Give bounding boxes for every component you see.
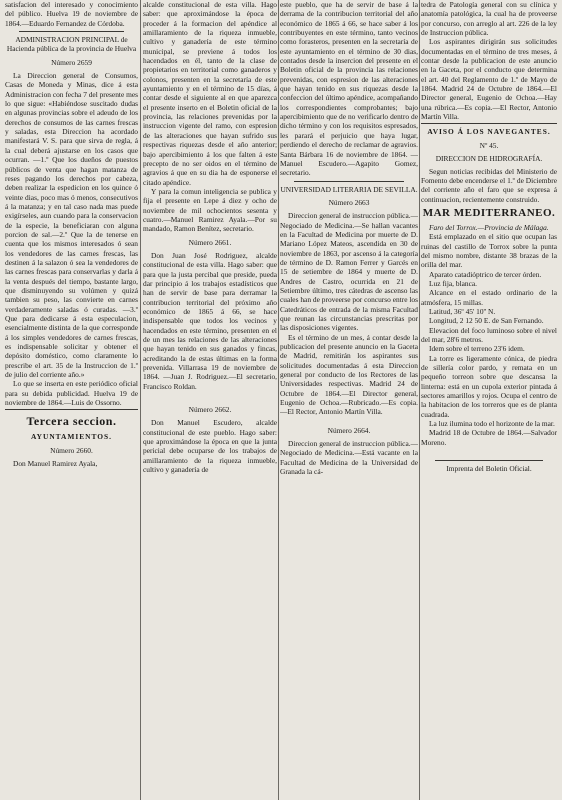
column-2 xyxy=(143,0,277,800)
paragraph: Y para la comun inteligencia se publica y fija el presente en Lepe á diez y ocho de noviembre de mil ochocientos sesenta y cuatro.—Manuel Ramirez Ayala.—Por su mandado, Ramon Benítez, secretario. xyxy=(143,186,277,234)
paragraph: La Direccion general de Consumos, Casas de Moneda y Minas, dice á esta Administracion con fecha 7 del presente mes lo que sigue: «Habiéndose suscitado dudas en algunas provincias sobre el adeudo de los derechos de consumos de las carnes frescas y saladas, esta Direccion ha acordado manifestará V. S. para que sirva de regla, á la cual deberá ajustarse en los casos que ocurran. —1.º Que los dueños de puestos públicos de venta que hagan matanza de reses pagando los derechos por cabeza, deben realizar la espedicion en los quince ó veinte dias, poco mas ó menos, consecutivos á la matanza; y en tal caso nada mas puede exigírseles, aun cuando para la conservacion de la especie, la beneficiaran con alguna porcion de sal.—2.º Que la de tenerse en cuenta que los mismos interesados ó sean los vendedores de las carnes frescas, las destinen á la salazon ó sea la vendedores de las carnes frescas para conservarlas y darla á la venta después del tiempo, bastante largo, que disminuyendo su volúmen y quizá tambien su peso, las convierte en carnes verdaderamente saladas ó curadas. —3.º Que para dedicarse á esta especulacion, esencialmente distinta de la que corresponde á los simples vendedores de carnes frescas, es indispensable solicitar y obtener el depósito doméstico, como claramente lo prescribe el art. 35 de la Instruccion de 1.º de julio del corriente año.» xyxy=(5,71,138,380)
divider xyxy=(19,31,124,32)
divider xyxy=(421,123,557,124)
section-subheading: DIRECCION DE HIDROGRAFÍA. xyxy=(435,154,543,164)
paragraph: este pueblo, que ha de servir de base á la derrama de la contribucion territorial del año económico de 1865 á 66, se hace saber á los contribuyentes en este término, tanto vecinos como forasteros, presenten en la secretaría de este ayuntamiento en el término de 30 dias, contados desde la insercion del presente en el Boletin oficial de la provincia las relaciones prevenidas, con espresion de las alteraciones que hayan tenido en sus riquezas desde la confeccion del último apéndice, acompañando los correspondientes comprobantes; bajo apercibimiento que de no verificarlo dentro de dicho término y con los requisitos espresados, les parará el perjuicio que haya lugar, perdiendo el derecho de reclamar de agravios. Santa Bárbara 16 de noviembre de 1864. —Manuel Escudero.—Agapito Gomez, secretario. xyxy=(280,0,418,178)
notice-number: Nº 45. xyxy=(479,140,499,150)
notice-number: Número 2662. xyxy=(188,405,232,415)
paragraph: La torre es ligeramente cónica, de piedra de sillería color pardo, y remata en un pequeño torreon sobre que descansa la linterna: está en un cupola exterior pintada á sectores amarillos y rojos. Ocupa el centro de la habitacion de los torreros que es de planta cuadrada. xyxy=(421,353,557,419)
notice-number: Número 2660. xyxy=(50,445,93,455)
paragraph: La luz ilumina todo el horizonte de la mar. xyxy=(429,419,555,429)
paragraph: Aparato catadióptrico de tercer órden. xyxy=(429,269,542,279)
section-title: Tercera seccion. xyxy=(26,414,117,429)
column-3 xyxy=(280,0,418,800)
paragraph: Segun noticias recibidas del Ministerio de Fomento debe encenderse el 1.º de Diciembre del corriente año el faro que se expresa á continuacion, recientemente construido. xyxy=(421,166,557,204)
column-rule xyxy=(278,0,279,800)
column-4 xyxy=(421,0,557,800)
divider xyxy=(435,460,543,461)
notice-number: Número 2659 xyxy=(51,57,92,67)
spacer xyxy=(421,447,557,457)
paragraph: Don Manuel Ramirez Ayala, xyxy=(13,459,98,469)
spacer xyxy=(143,391,277,401)
paragraph: Direccion general de instruccion pública.—Negociado de Medicina.—Está vacante en la Facultad de Medicina de la Universidad de Granada la cá- xyxy=(280,439,418,477)
notice-number: Número 2661. xyxy=(188,237,232,247)
column-rule xyxy=(140,0,141,800)
paragraph: Idem sobre el terreno 23'6 idem. xyxy=(429,344,525,354)
section-heading: ADMINISTRACION PRINCIPAL de Hacienda pública de la provincia de Huelva xyxy=(6,35,137,54)
paragraph: Es el término de un mes, á contar desde la publicacion del presente anuncio en la Gaceta de Madrid, remitirán los aspirantes sus solicitudes documentadas á esta Direccion general por conducto de los Rectores de las Universidades respectivas. Madrid 24 de Octubre de 1864.—El Director general, Eugenio de Ochoa.—Rubricado.—Es copia.—El Rector, Antonio Martín Villa. xyxy=(280,332,418,417)
notice-number: Número 2664. xyxy=(327,425,371,435)
column-rule xyxy=(419,0,420,800)
paragraph: Está emplazado en el sitio que ocupan las ruinas del castillo de Torrox sobre la punta del mismo nombre, distante 38 brazas de la orilla del mar. xyxy=(421,232,557,270)
paragraph: satisfacion del interesado y conocimiento del público. Huelva 19 de noviembre de 1864.—Eduardo Fernandez de Córdoba. xyxy=(5,0,138,28)
paragraph: Longitud, 2 12 50 E. de San Fernando. xyxy=(429,316,544,326)
paragraph: Madrid 18 de Octubre de 1864.—Salvador Moreno. xyxy=(421,428,557,447)
spacer xyxy=(280,417,418,422)
imprint-footer: Imprenta del Boletin Oficial. xyxy=(446,464,532,474)
section-heading: AVISO Á LOS NAVEGANTES. xyxy=(427,127,551,137)
section-heading: MAR MEDITERRANEO. xyxy=(422,206,556,219)
paragraph: Lo que se inserta en este periódico oficial para su debida publicidad. Huelva 19 de noviembre de 1864.—Luis de Ossorno. xyxy=(5,379,138,408)
paragraph: Direccion general de instruccion pública.—Negociado de Medicina.—Se hallan vacantes en la Facultad de Medicina por muerte de D. Mariano López Mateos, ascendida en 30 de noviembre de 1863, por ascenso á la categoría de término de D. Ramon Ferrer y Garcés en 15 de setiembre de 1864 y muerte de D. Andres de Castro, ocurrida en 21 de Setiembre último, tres cátedras de ascenso las cuales han de proveerse por concurso entre los Catedráticos de entrada de la misma Facultad que reunan las circunstancias prescritas por las disposiciones vigentes. xyxy=(280,211,418,333)
paragraph: Don Manuel Escudero, alcalde constitucional de este pueblo. Hago saber: que aproximándose la época en que la junta pericial debe ocuparse de los trabajos de amillaramiento de la riqueza inmueble, cultivo y ganadería de xyxy=(143,418,277,475)
divider xyxy=(294,181,404,182)
divider xyxy=(5,409,138,410)
paragraph: Elevacion del foco luminoso sobre el nivel del mar, 28'6 metros. xyxy=(421,325,557,344)
column-1 xyxy=(5,0,138,800)
notice-number: Número 2663 xyxy=(328,197,370,207)
paragraph: Don Juan José Rodriguez, alcalde constitucional de esta villa. Hago saber: que para que la justa percibal que preside, pueda dar principio á los trabajos estadísticos que han de servir de base para derramar la contribucion territorial del próximo año económico de 1865 á 66, se hace indispensable que todos los vecinos y hacendados en este término, presenten en el de un mes las relaciones de las alteraciones que hayan tenido en sus ganados y fincas, acreditando la de estas últimas en la forma prevenida. Villarrasa 19 de noviembre de 1864. —Juan J. Rodriguez.—El secretario, Francisco Roldan. xyxy=(143,250,277,391)
paragraph: Luz fija, blanca. xyxy=(429,278,478,288)
paragraph: Alcance en el estado ordinario de la atmósfera, 15 millas. xyxy=(421,288,557,307)
paragraph: Faro del Torrox.—Provincia de Málaga. xyxy=(429,222,549,232)
paragraph: Latitud, 36º 45' 10'' N. xyxy=(429,306,496,316)
section-heading: UNIVERSIDAD LITERARIA DE SEVILLA. xyxy=(280,184,418,194)
paragraph: alcalde constitucional de esta villa. Hago saber: que aproximándose la época de proceder á la formacion del apéndice al amillaramiento de la riqueza inmueble, cultivo y ganadería de este término municipal, se previene á todos los hacendados en él, tanto de la clase de propietarios en territorial como ganaderos y colonos, presenten en la secretaría de este ayuntamiento y en el término de 15 días, á contar desde el siguiente al en que aparezca el presente inserto en el Boletin oficial de la provincia, las relaciones prevenidas por la instruccion vigente del ramo, con espresion de las alteraciones que hayan sufrido sus respectivas riquezas desde el año anterior; bajo apercibimiento á los que falten á este precepto de no ser oidos en el término de agravios á que en su dia ha de esponerse el citado apéndice. xyxy=(143,0,277,187)
section-subtitle: AYUNTAMIENTOS. xyxy=(30,432,112,442)
paragraph: tedra de Patología general con su clínica y anatomía patológica, la cual ha de proveerse por concurso, con arreglo al art. 226 de la ley de Instruccion pública. xyxy=(421,0,557,38)
paragraph: Los aspirantes dirigirán sus solicitudes documentadas en el término de tres meses, á contar desde la publicacion de este anuncio en la Gaceta, por el conducto que determina el art. 40 del Reglamento de 1.º de Mayo de 1864. Madrid 24 de Octubre de 1864.—El Director general, Eugenio de Ochoa.—Hay una rúbrica.—Es copia.—El Rector, Antonio Martín Villa. xyxy=(421,37,557,122)
